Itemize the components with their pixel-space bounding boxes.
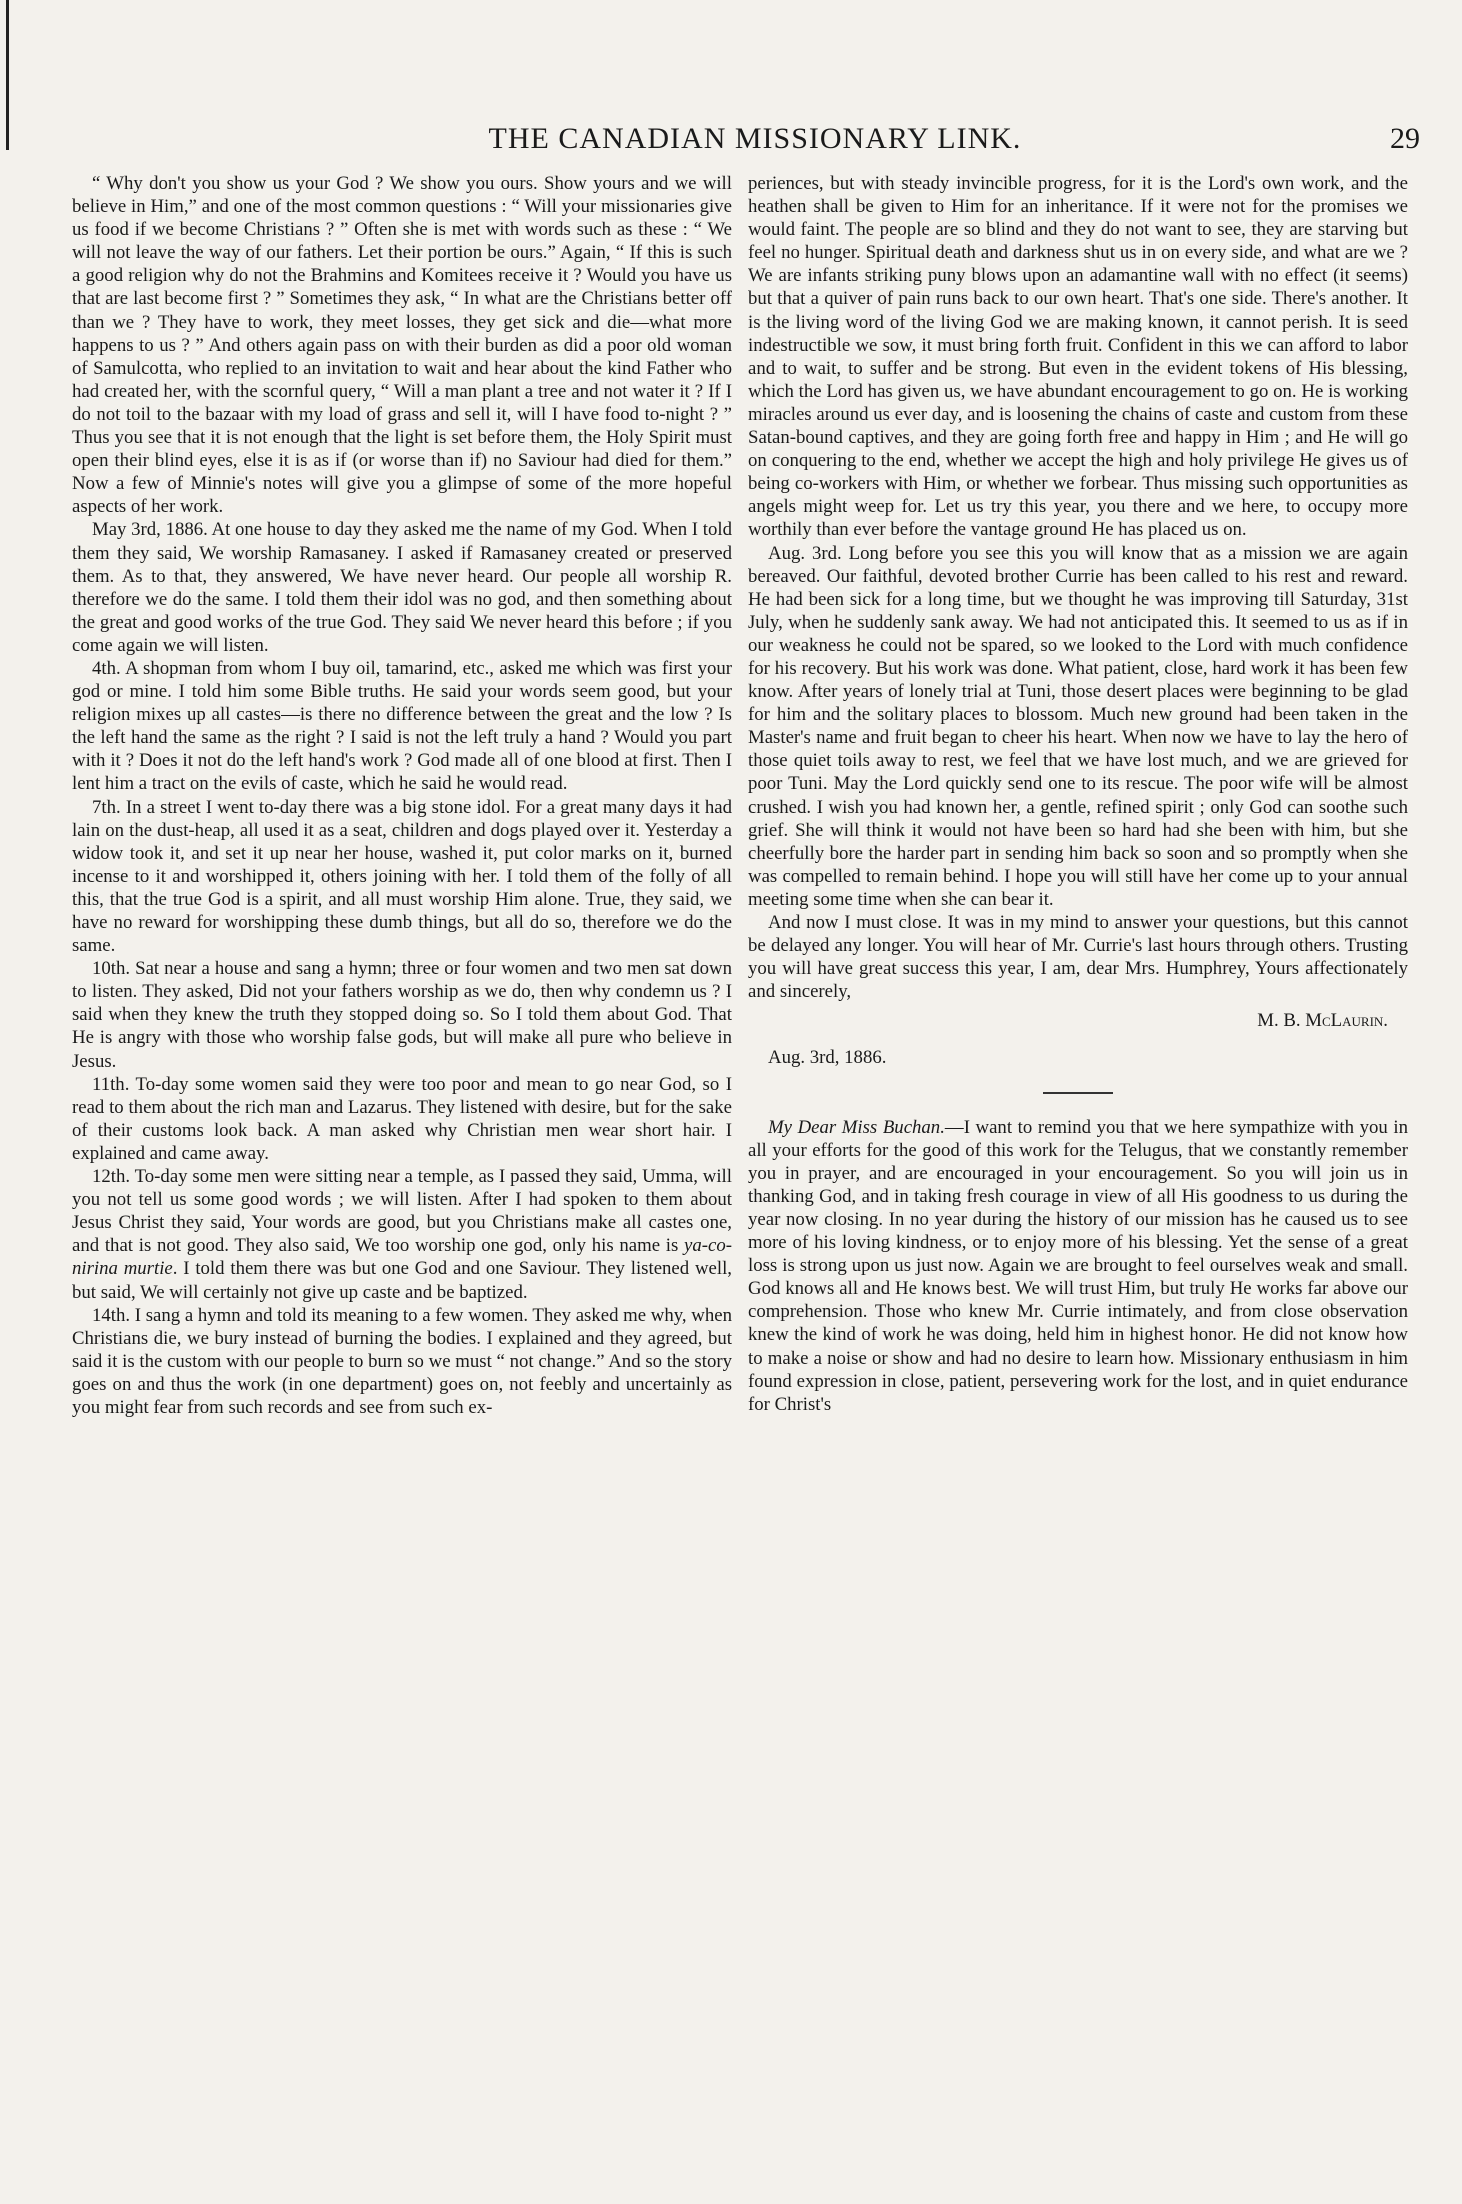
paragraph: Aug. 3rd. Long before you see this you will know that as a mission we are again bereaved. Our faithful, devoted brother Currie has been called to his rest and reward. He had been sick for a long time, but we thought he was improving till Saturday, 31st July, when he suddenly sank away. We had not anticipated this. It seemed to us as if in our weakness he could not be spared, so we looked to the Lord with much confidence for his recovery. But his work was done. What patient, close, hard work it has been few know. After years of lonely trial at Tuni, those desert places were beginning to be glad for him and the solitary places to blossom. Much new ground had been taken in the Master's name and fruit began to cheer his heart. When now we have to lay the hero of those quiet toils away to rest, we feel that we have lost much, and we are grieved for poor Tuni. May the Lord quickly send one to its rescue. The poor wife will be almost crushed. I wish you had known her, a gentle, refined spirit ; only God can soothe such grief. She will think it would not have been so hard had she been with him, but she cheerfully bore the harder part in sending him back so soon and so promptly when she was compelled to remain behind. I hope you will still have her come up to your annual meeting some time when she can bear it.	[748, 542, 1408, 910]
signature: M. B. McLaurin.	[1257, 1010, 1388, 1032]
paragraph: 10th. Sat near a house and sang a hymn; three or four women and two men sat down to listen. They asked, Did not your fathers worship as we do, then why condemn us ? I said when they knew the truth they stopped doing so. So I told them about God. That He is angry with those who worship false gods, but will make all pure who believe in Jesus.	[72, 958, 732, 1072]
dateline: Aug. 3rd, 1886.	[768, 1047, 887, 1069]
right-column	[748, 172, 1408, 2182]
paragraph: And now I must close. It was in my mind to answer your questions, but this cannot be delayed any longer. You will hear of Mr. Currie's last hours through others. Trusting you will have great success this year, I am, dear Mrs. Humphrey, Yours affectionately and sincerely,	[748, 912, 1408, 1003]
paragraph	[72, 1165, 732, 1304]
page-number: 29	[1390, 122, 1420, 155]
left-column	[72, 172, 732, 2182]
scan-edge-mark	[6, 0, 17, 150]
page-header	[90, 118, 1420, 162]
salutation: My Dear Miss Buchan.	[768, 1116, 945, 1138]
paragraph-text: . I told them there was but one God and one Saviour. They listened well, but said, We will certainly not give up caste and be baptized.	[72, 1258, 732, 1303]
paragraph: “ Why don't you show us your God ? We show you ours. Show yours and we will believe in Him,” and one of the most common questions : “ Will your missionaries give us food if we become Christians ? ” Often she is met with words such as these : “ We will not leave the way of our fathers. Let their portion be ours.” Again, “ If this is such a good religion why do not the Brahmins and Komitees receive it ? Would you have us that are last become first ? ” Sometimes they ask, “ In what are the Christians better off than we ? They have to work, they meet losses, they get sick and die—what more happens to us ? ” And others again pass on with their burden as did a poor old woman of Samulcotta, who replied to an invitation to wait and hear about the kind Father who had created her, with the scornful query, “ Will a man plant a tree and not water it ? If I do not toil to the bazaar with my load of grass and sell it, will I have food to-night ? ” Thus you see that it is not enough that the light is set before them, the Holy Spirit must open their blind eyes, else it is as if (or worse than if) no Saviour had died for them.” Now a few of Minnie's notes will give you a glimpse of some of the more hopeful aspects of her work.	[72, 173, 732, 518]
paragraph-text: 12th. To-day some men were sitting near a temple, as I passed they said, Umma, will you not tell us some good words ; we will listen. After I had spoken to them about Jesus Christ they said, Your words are good, but you Christians make all castes one, and that is not good. They also said, We too worship one god, only his name is	[72, 1166, 732, 1257]
paragraph: 7th. In a street I went to-day there was a big stone idol. For a great many days it had lain on the dust-heap, all used it as a seat, children and dogs played over it. Yesterday a widow took it, and set it up near her house, washed it, put color marks on it, burned incense to it and worshipped it, others joining with her. I told them of the folly of all this, that the true God is a spirit, and all must worship Him alone. True, they said, we have no reward for worshipping these dumb things, but all do so, therefore we do the same.	[72, 796, 732, 957]
paragraph: periences, but with steady invincible progress, for it is the Lord's own work, and the heathen shall be given to Him for an inheritance. If it were not for the promises we would faint. The people are so blind and they do not want to see, they are starving but feel no hunger. Spiritual death and darkness shut us in on every side, and what are we ? We are infants striking puny blows upon an adamantine wall with no effect (it seems) but that a quiver of pain runs back to our own heart. That's one side. There's another. It is the living word of the living God we are making known, it cannot perish. It is seed indestructible we sow, it must bring forth fruit. Confident in this we can afford to labor and to wait, to suffer and be strong. But even in the evident tokens of His blessing, which the Lord has given us, we have abundant encouragement to go on. He is working miracles around us ever day, and is loosening the chains of caste and custom from these Satan-bound captives, and they are going forth free and happy in Him ; and He will go on conquering to the end, whether we accept the high and holy privilege He gives us of being co-workers with Him, or whether we forbear. Thus missing such opportunities as angels might weep for. Let us try this year, you there and we here, to occupy more worthily than ever before the vantage ground He has placed us on.	[748, 173, 1408, 541]
section-divider	[1043, 1092, 1113, 1094]
paragraph	[748, 1116, 1408, 1416]
paragraph-text: —I want to remind you that we here sympathize with you in all your efforts for the good of this work for the Telugus, that we constantly remember you in prayer, and are encouraged in your encouragement. So you will join us in thanking God, and in taking fresh courage in view of all His goodness to us during the year now closing. In no year during the history of our mission has he caused us to see more of his loving kindness, or to enjoy more of his blessing. Yet the sense of a great loss is strong upon us just now. Again we are brought to feel ourselves weak and small. God knows all and He knows best. We will trust Him, but truly He works far above our comprehension. Those who knew Mr. Currie intimately, and from close observation knew the kind of work he was doing, held him in highest honor. He did not know how to make a noise or show and had no desire to learn how. Missionary enthusiasm in him found expression in close, patient, persevering work for the lost, and in quiet endurance for Christ's	[748, 1116, 1408, 1415]
journal-title: THE CANADIAN MISSIONARY LINK.	[488, 122, 1022, 155]
paragraph: 11th. To-day some women said they were too poor and mean to go near God, so I read to them about the rich man and Lazarus. They listened with desire, but for the sake of their customs look back. A man asked why Christian men wear short hair. I explained and came away.	[72, 1073, 732, 1164]
paragraph: 4th. A shopman from whom I buy oil, tamarind, etc., asked me which was first your god or mine. I told him some Bible truths. He said your words seem good, but your religion mixes up all castes—is there no difference between the great and the low ? Is the left hand the same as the right ? I said is not the left truly a hand ? Would you part with it ? Does it not do the left hand's work ? God made all of one blood at first. Then I lent him a tract on the evils of caste, which he said he would read.	[72, 657, 732, 795]
paragraph: May 3rd, 1886. At one house to day they asked me the name of my God. When I told them they said, We worship Ramasaney. I asked if Ramasaney created or preserved them. As to that, they answered, We have never heard. Our people all worship R. therefore we do the same. I told them their idol was no god, and then something about the great and good works of the true God. They said We never heard this before ; if you come again we will listen.	[72, 519, 732, 656]
paragraph: 14th. I sang a hymn and told its meaning to a few women. They asked me why, when Christians die, we bury instead of burning the bodies. I explained and they agreed, but said it is the custom with our people to burn so we must “ not change.” And so the story goes on and thus the work (in one department) goes on, not feebly and uncertainly as you might fear from such records and see from such ex-	[72, 1304, 732, 1418]
italic-term: ya-co-nirina murtie	[72, 1235, 732, 1280]
